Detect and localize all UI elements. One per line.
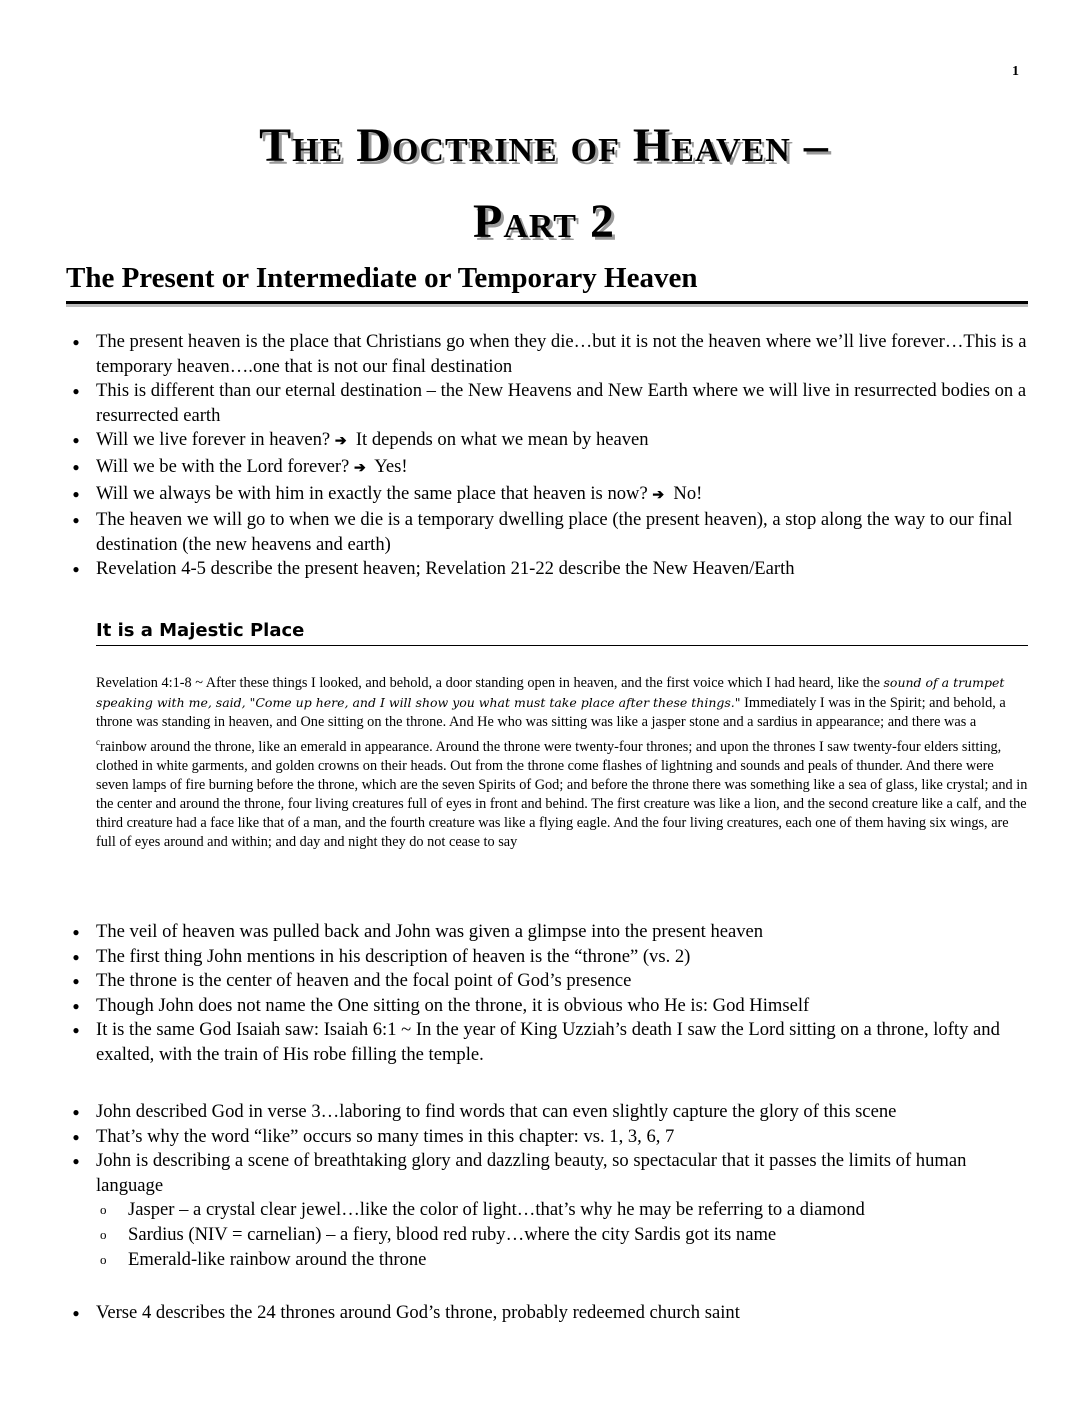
circle-bullet-icon: o: [100, 1202, 107, 1218]
list-item: ● That’s why the word “like” occurs so many times in this chapter: vs. 1, 3, 6, 7: [66, 1125, 1028, 1150]
list-item: ● The veil of heaven was pulled back and John was given a glimpse into the present heaven: [66, 920, 1028, 945]
sub-list-item: o Jasper – a crystal clear jewel…like the color of light…that’s why he may be referring to a diamond: [66, 1198, 1028, 1223]
bullet-icon: ●: [72, 459, 80, 474]
list-item: ● Revelation 4-5 describe the present heaven; Revelation 21-22 describe the New Heaven/Earth: [66, 557, 1028, 582]
list-item: ● John described God in verse 3…laboring to find words that can even slightly capture the glory of this scene: [66, 1100, 1028, 1125]
bullet-icon: ●: [72, 433, 80, 448]
arrow-right-icon: ➔: [353, 460, 366, 476]
list-item: ● The heaven we will go to when we die is a temporary dwelling place (the present heaven), a stop along the way to our final destination (the new heavens and earth): [66, 508, 1028, 557]
jewel-sub-list: [96, 1198, 1028, 1272]
bullet-icon: ●: [72, 1306, 80, 1320]
subsection-heading: It is a Majestic Place: [96, 620, 1028, 646]
list-item: ● The first thing John mentions in his description of heaven is the “throne” (vs. 2): [66, 945, 1028, 970]
bullet-icon: ●: [72, 998, 80, 1013]
bullet-icon: ●: [72, 925, 80, 939]
page-title: [0, 108, 1088, 260]
bullet-icon: ●: [72, 1154, 80, 1169]
thrones-bullet-list: [66, 1301, 1028, 1326]
arrow-right-icon: ➔: [652, 487, 665, 503]
arrow-right-icon: ➔: [334, 434, 347, 450]
sub-list-item: o Sardius (NIV = carnelian) – a fiery, blood red ruby…where the city Sardis got its name: [66, 1223, 1028, 1248]
bullet-icon: ●: [72, 335, 80, 349]
bullet-icon: ●: [72, 1105, 80, 1119]
circle-bullet-icon: o: [100, 1251, 107, 1267]
intro-bullet-list: [66, 330, 1028, 582]
list-item: ● The present heaven is the place that Christians go when they die…but it is not the heaven where we’ll live forever…This is a temporary heaven….one that is not our final destination: [66, 330, 1028, 379]
list-item: ● Verse 4 describes the 24 thrones around God’s throne, probably redeemed church saint: [66, 1301, 1028, 1326]
list-item: ● It is the same God Isaiah saw: Isaiah 6:1 ~ In the year of King Uzziah’s death I saw the Lord sitting on a throne, lofty and exalted, with the train of His robe filling the temple.: [66, 1018, 1028, 1067]
throne-bullet-list: [66, 920, 1028, 1068]
bullet-icon: ●: [72, 974, 80, 989]
section-heading: The Present or Intermediate or Temporary Heaven: [66, 262, 1028, 304]
bullet-icon: ●: [72, 486, 80, 501]
list-item: ● Will we live forever in heaven? ➔ It depends on what we mean by heaven: [66, 428, 1028, 455]
bullet-icon: ●: [72, 562, 80, 577]
list-item: ● Though John does not name the One sitting on the throne, it is obvious who He is: God Himself: [66, 994, 1028, 1019]
list-item: ● Will we always be with him in exactly the same place that heaven is now? ➔ No!: [66, 482, 1028, 509]
page-number: 1: [1012, 64, 1019, 79]
bullet-icon: ●: [72, 949, 80, 964]
circle-bullet-icon: o: [100, 1226, 107, 1242]
title-line-2: Part 2: [473, 195, 615, 248]
list-item: ● This is different than our eternal destination – the New Heavens and New Earth where we will live in resurrected bodies on a resurrected earth: [66, 379, 1028, 428]
bullet-icon: ●: [72, 513, 80, 528]
sub-list-item: o Emerald-like rainbow around the throne: [66, 1248, 1028, 1273]
list-item: ● The throne is the center of heaven and the focal point of God’s presence: [66, 969, 1028, 994]
title-line-1: The Doctrine of Heaven –: [259, 119, 829, 172]
scripture-quote: Revelation 4:1-8 ~ After these things I looked, and behold, a door standing open in heaven, and the first voice which I had heard, like the sound of a trumpet speaking with me, said, "Come up here, and I will show you what must take place after these things." Immediately I was in the Spirit; and behold, a throne was standing in heaven, and One sitting on the throne. And He who was sitting was like a jasper stone and a sardius in appearance; and there was a $^c$rainbow around the throne, like an emerald in appearance. Around the throne were twenty-four thrones; and upon the thrones I saw twenty-four elders sitting, clothed in white garments, and golden crowns on their heads. Out from the throne come flashes of lightning and sounds and peals of thunder. And there were seven lamps of fire burning before the throne, which are the seven Spirits of God; and before the throne there was something like a sea of glass, like crystal; and in the center and around the throne, four living creatures full of eyes in front and behind. The first creature was like a lion, and the second creature like a calf, and the third creature had a face like that of a man, and the fourth creature was like a flying eagle. And the four living creatures, each one of them having six wings, are full of eyes around and within; and day and night they do not cease to say: [96, 675, 1028, 851]
bullet-icon: ●: [72, 1129, 80, 1144]
bullet-icon: ●: [72, 384, 80, 399]
bullet-icon: ●: [72, 1023, 80, 1038]
list-item: ● John is describing a scene of breathtaking glory and dazzling beauty, so spectacular that it passes the limits of human language o Jasper – a crystal clear jewel…like the color of light…that’s why he may be referring to a diamond o Sardius (NIV = carnelian) – a fiery, blood red ruby…where the city Sardis got its name o Emerald-like rainbow around the throne: [66, 1149, 1028, 1272]
glory-bullet-list: [66, 1100, 1028, 1272]
list-item: ● Will we be with the Lord forever? ➔ Yes!: [66, 455, 1028, 482]
